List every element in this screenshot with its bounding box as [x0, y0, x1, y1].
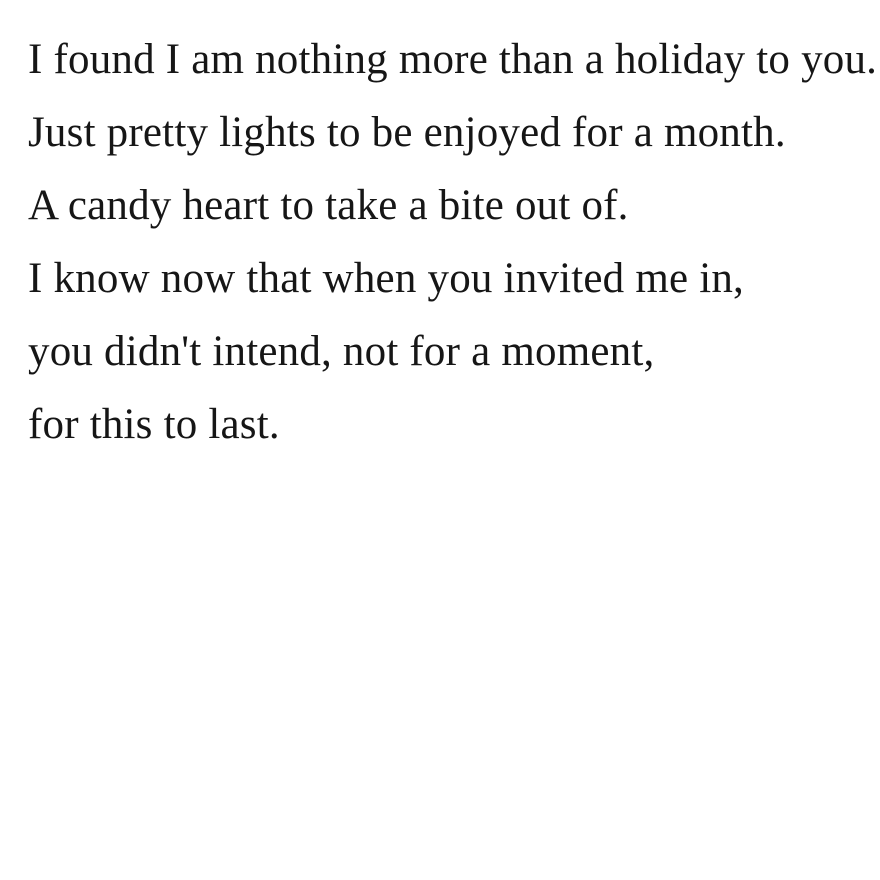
poem-line: you didn't intend, not for a moment, [28, 328, 655, 375]
poem-line: Just pretty lights to be enjoyed for a month. [28, 109, 786, 156]
poem-line: A candy heart to take a bite out of. [28, 182, 629, 229]
poem-line: I know now that when you invited me in, [28, 255, 744, 302]
poem-line: I found I am nothing more than a holiday to you. [28, 36, 878, 83]
poem-line: for this to last. [28, 401, 280, 448]
